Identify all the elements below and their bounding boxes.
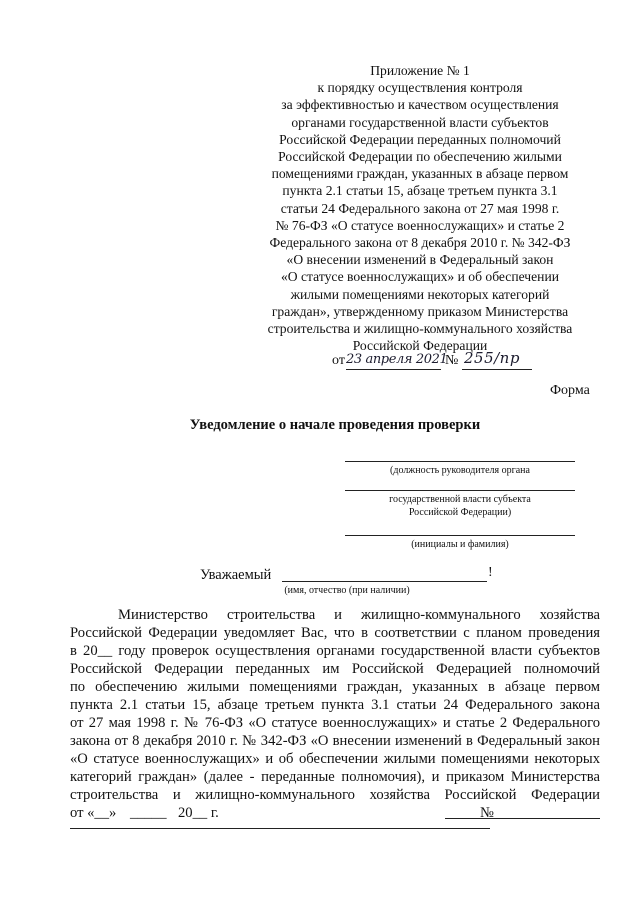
greeting-name-line[interactable] (282, 581, 487, 582)
body-line: Российской Федерации переданных им Российской Федерацией полномочий (70, 661, 600, 677)
appendix-line: «О статусе военнослужащих» и об обеспечении (280, 269, 559, 285)
document-title: Уведомление о начале проведения проверки (189, 417, 481, 433)
appendix-line: статьи 24 Федерального закона от 27 мая 1998 г. (280, 200, 560, 216)
body-line: категорий граждан» (далее - переданные полномочия), и приказом Министерства (70, 769, 600, 785)
form-label: Форма (550, 383, 590, 398)
appendix-line: за эффективностью и качеством осуществления (281, 97, 559, 113)
body-line: от 27 мая 1998 г. № 76-ФЗ «О статусе военнослужащих» и статье 2 Федерального (70, 715, 600, 731)
position-field-line[interactable] (345, 461, 575, 462)
appendix-line: пункта 2.1 статьи 15, абзаце третьем пункта 3.1 (282, 183, 558, 199)
appendix-line: Российской Федерации (352, 338, 488, 354)
appendix-line: Федерального закона от 8 декабря 2010 г. № 342-ФЗ (269, 235, 571, 251)
authority-caption-2: Российской Федерации) (408, 507, 512, 518)
continuation-line[interactable] (70, 828, 490, 829)
body-line: в 20__ году проверок осуществления органами государственной власти субъектов (70, 643, 600, 659)
greeting-word: Уважаемый (200, 567, 272, 583)
position-caption: (должность руководителя органа (390, 465, 530, 476)
name-field-line[interactable] (345, 535, 575, 536)
order-date-row (70, 805, 610, 825)
body-line: пункта 2.1 статьи 15, абзаце третьем пункта 3.1 статьи 24 Федерального закона (70, 697, 600, 713)
appendix-line: «О внесении изменений в Федеральный закон (286, 252, 554, 268)
authority-field-line[interactable] (345, 490, 575, 491)
order-date-underline (346, 369, 441, 370)
appendix-line: помещениями граждан, указанных в абзаце первом (271, 166, 569, 182)
order-number-field-line[interactable] (445, 818, 600, 819)
appendix-line: жилыми помещениями некоторых категорий (290, 286, 550, 302)
greeting-exclamation: ! (488, 565, 493, 580)
date-from: от «__» (70, 805, 117, 821)
greeting-caption: (имя, отчество (при наличии) (284, 585, 410, 596)
body-line: Российской Федерации уведомляет Вас, что в соответствии с планом проведения (70, 625, 600, 641)
order-reference (332, 349, 602, 375)
appendix-line: строительства и жилищно-коммунального хозяйства (267, 321, 573, 337)
order-number-sign: № (445, 353, 459, 368)
appendix-line: Российской Федерации по обеспечению жилыми (278, 149, 562, 165)
appendix-line: № 76-ФЗ «О статусе военнослужащих» и статье 2 (275, 217, 565, 233)
body-line: Министерство строительства и жилищно-коммунального хозяйства (118, 607, 600, 623)
authority-caption-1: государственной власти субъекта (389, 494, 531, 505)
appendix-line: Приложение № 1 (370, 63, 470, 78)
date-year: 20__ г. (178, 805, 219, 821)
order-number-underline (462, 369, 532, 370)
notification-body (70, 606, 600, 804)
order-date-handwritten: 23 апреля 2021 (346, 352, 448, 367)
body-line: по обеспечению жилыми помещениями граждан, указанных в абзаце первом (70, 679, 600, 695)
body-line: строительства и жилищно-коммунального хозяйства Российской Федерации (70, 787, 600, 803)
order-prefix: от (332, 353, 345, 368)
body-line: закона от 8 декабря 2010 г. № 342-ФЗ «О внесении изменений в Федеральный закон (70, 733, 600, 749)
body-line: «О статусе военнослужащих» и об обеспечении жилыми помещениями некоторых (70, 751, 600, 767)
order-number-sign: № (480, 805, 494, 821)
appendix-line: Российской Федерации переданных полномочий (279, 131, 561, 147)
appendix-line: органами государственной власти субъектов (291, 114, 549, 130)
appendix-line: к порядку осуществления контроля (317, 80, 523, 96)
order-number-handwritten: 255/пр (464, 349, 520, 367)
appendix-line: граждан», утвержденному приказом Министерства (271, 303, 569, 319)
appendix-header (245, 62, 595, 354)
name-caption: (инициалы и фамилия) (411, 539, 509, 550)
date-month-blank: _____ (130, 805, 167, 821)
